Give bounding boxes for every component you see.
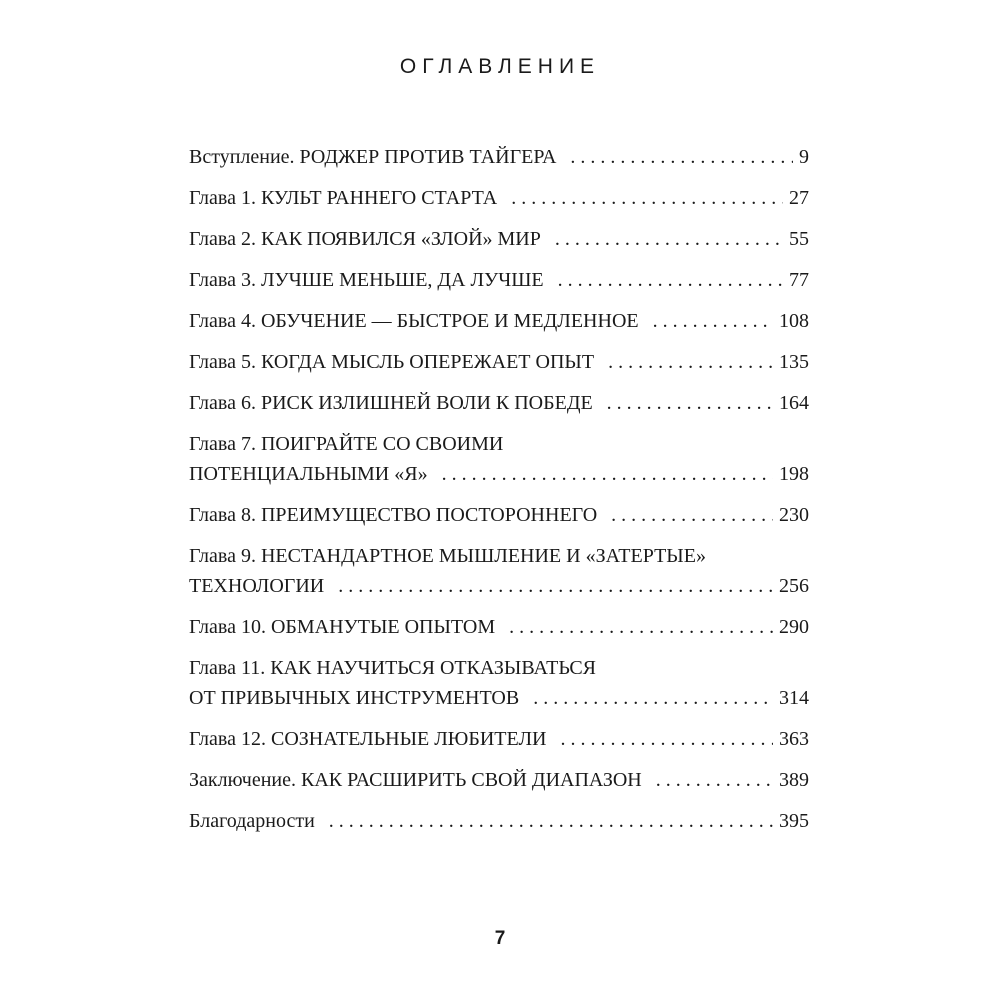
toc-entry[interactable] <box>189 265 809 295</box>
toc-entry[interactable] <box>189 183 809 213</box>
toc-entry-page: 395 <box>779 810 809 832</box>
toc-entry-row <box>189 459 809 489</box>
toc-entry-title-line: Глава 9. НЕСТАНДАРТНОЕ МЫШЛЕНИЕ И «ЗАТЕРТЫЕ» <box>189 545 706 567</box>
toc-entry-row <box>189 724 809 754</box>
dot-leader <box>442 459 773 489</box>
toc-entry-page: 198 <box>779 463 809 485</box>
toc-entry-row <box>189 388 809 418</box>
toc-entry-page: 55 <box>789 228 809 250</box>
dot-leader <box>611 500 773 530</box>
dot-leader <box>533 683 773 713</box>
toc-entry-page: 77 <box>789 269 809 291</box>
toc-entry[interactable] <box>189 765 809 795</box>
toc-entry[interactable] <box>189 500 809 530</box>
toc-entry[interactable] <box>189 224 809 254</box>
table-of-contents <box>189 142 809 847</box>
toc-entry-title: Глава 12. СОЗНАТЕЛЬНЫЕ ЛЮБИТЕЛИ <box>189 728 547 750</box>
toc-entry-row <box>189 612 809 642</box>
toc-entry-row <box>189 500 809 530</box>
dot-leader <box>338 571 773 601</box>
dot-leader <box>511 183 783 213</box>
toc-entry-page: 135 <box>779 351 809 373</box>
dot-leader <box>558 265 783 295</box>
toc-entry[interactable] <box>189 541 809 601</box>
page-number: 7 <box>494 928 506 949</box>
toc-entry[interactable] <box>189 306 809 336</box>
toc-entry-title-line: Глава 7. ПОИГРАЙТЕ СО СВОИМИ <box>189 433 504 455</box>
toc-entry-row <box>189 306 809 336</box>
toc-entry-page: 164 <box>779 392 809 414</box>
toc-entry-row <box>189 765 809 795</box>
toc-entry-row <box>189 571 809 601</box>
toc-entry-title: Глава 2. КАК ПОЯВИЛСЯ «ЗЛОЙ» МИР <box>189 228 541 250</box>
toc-entry-page: 27 <box>789 187 809 209</box>
dot-leader <box>653 306 773 336</box>
dot-leader <box>607 388 773 418</box>
toc-entry-row <box>189 142 809 172</box>
toc-entry[interactable] <box>189 806 809 836</box>
toc-entry-page: 314 <box>779 687 809 709</box>
toc-entry[interactable] <box>189 612 809 642</box>
toc-entry-page: 108 <box>779 310 809 332</box>
toc-entry-title: Глава 5. КОГДА МЫСЛЬ ОПЕРЕЖАЕТ ОПЫТ <box>189 351 595 373</box>
toc-entry-title: Заключение. КАК РАСШИРИТЬ СВОЙ ДИАПАЗОН <box>189 769 642 791</box>
toc-entry-title: Глава 8. ПРЕИМУЩЕСТВО ПОСТОРОННЕГО <box>189 504 598 526</box>
dot-leader <box>560 724 773 754</box>
toc-entry-page: 389 <box>779 769 809 791</box>
toc-entry-row <box>189 806 809 836</box>
toc-entry-page: 290 <box>779 616 809 638</box>
toc-entry-title: ОТ ПРИВЫЧНЫХ ИНСТРУМЕНТОВ <box>189 687 520 709</box>
toc-entry-title: Благодарности <box>189 810 315 832</box>
dot-leader <box>329 806 773 836</box>
toc-entry[interactable] <box>189 347 809 377</box>
toc-entry[interactable] <box>189 653 809 713</box>
toc-entry[interactable] <box>189 429 809 489</box>
dot-leader <box>555 224 783 254</box>
dot-leader <box>608 347 773 377</box>
toc-entry-title-line: Глава 11. КАК НАУЧИТЬСЯ ОТКАЗЫВАТЬСЯ <box>189 657 597 679</box>
toc-entry[interactable] <box>189 724 809 754</box>
toc-entry-title: Глава 6. РИСК ИЗЛИШНЕЙ ВОЛИ К ПОБЕДЕ <box>189 392 593 414</box>
toc-entry-title: Глава 3. ЛУЧШЕ МЕНЬШЕ, ДА ЛУЧШЕ <box>189 269 544 291</box>
toc-entry-title: Глава 10. ОБМАНУТЫЕ ОПЫТОМ <box>189 616 496 638</box>
dot-leader <box>509 612 773 642</box>
toc-entry-page: 230 <box>779 504 809 526</box>
toc-entry-row <box>189 347 809 377</box>
toc-entry-title: ТЕХНОЛОГИИ <box>189 575 325 597</box>
toc-entry-title: Глава 1. КУЛЬТ РАННЕГО СТАРТА <box>189 187 498 209</box>
toc-entry-page: 256 <box>779 575 809 597</box>
toc-entry-row <box>189 224 809 254</box>
page-title: ОГЛАВЛЕНИЕ <box>399 55 601 78</box>
toc-entry[interactable] <box>189 142 809 172</box>
toc-entry-title: ПОТЕНЦИАЛЬНЫМИ «Я» <box>189 463 428 485</box>
toc-entry-row <box>189 183 809 213</box>
toc-entry-page: 363 <box>779 728 809 750</box>
dot-leader <box>656 765 773 795</box>
toc-entry-title: Глава 4. ОБУЧЕНИЕ — БЫСТРОЕ И МЕДЛЕННОЕ <box>189 310 639 332</box>
toc-entry-title: Вступление. РОДЖЕР ПРОТИВ ТАЙГЕРА <box>189 146 557 168</box>
toc-entry-row <box>189 265 809 295</box>
dot-leader <box>570 142 793 172</box>
toc-entry[interactable] <box>189 388 809 418</box>
toc-entry-row <box>189 683 809 713</box>
toc-entry-page: 9 <box>799 146 809 168</box>
